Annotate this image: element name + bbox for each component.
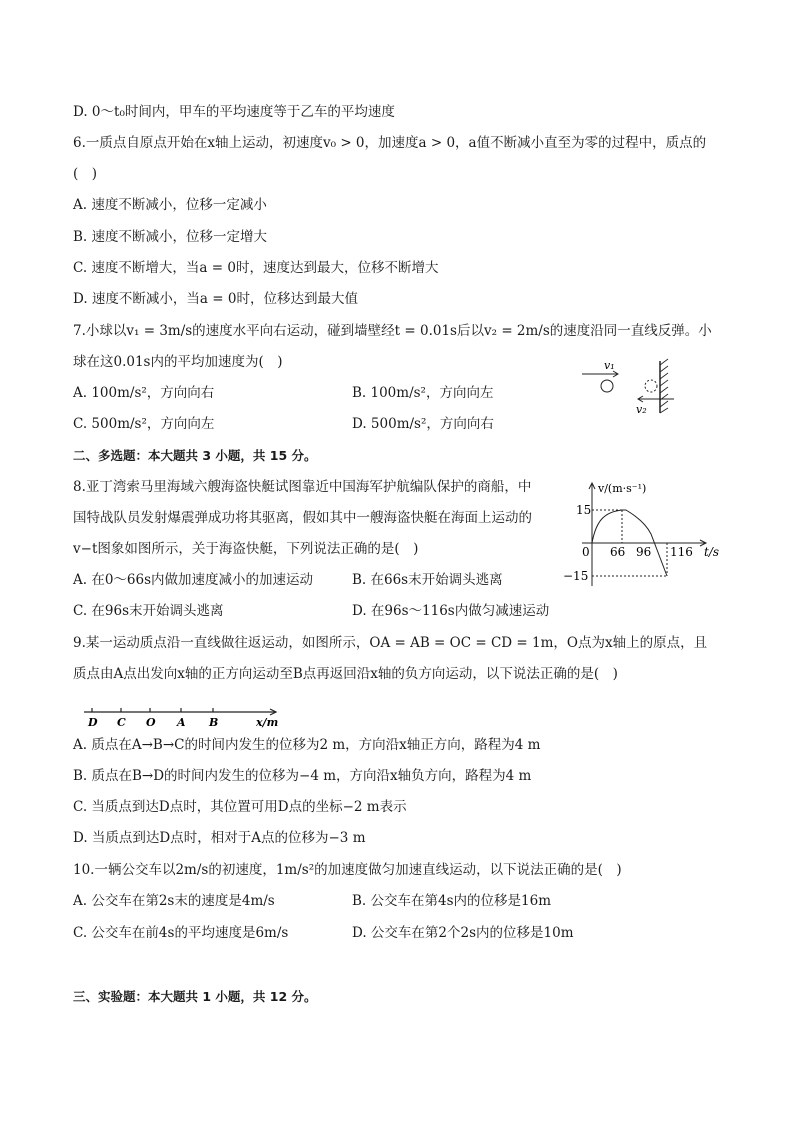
q9-option-d: D. 当质点到达D点时，相对于A点的位移为−3 m: [73, 830, 366, 846]
q8-vt-graph: [556, 476, 726, 594]
q7-wall-figure: [576, 355, 686, 417]
q8-option-a: A. 在0～66s内做加速度减小的加速运动: [73, 572, 314, 588]
q10-option-c: C. 公交车在前4s的平均速度是6m/s: [73, 925, 289, 941]
q9-number-line: [80, 702, 290, 730]
q8-option-b: B. 在66s末开始调头逃离: [352, 572, 503, 588]
point-C-label: C: [117, 716, 126, 729]
q7-option-b: B. 100m/s²，方向向左: [352, 385, 494, 401]
t-axis-label: t/s: [704, 545, 720, 559]
q6-option-c: C. 速度不断增大，当a = 0时，速度达到最大，位移不断增大: [73, 260, 439, 276]
point-O-label: O: [146, 716, 156, 729]
tick-66: 66: [610, 545, 626, 559]
q9-option-a: A. 质点在A→B→C的时间内发生的位移为2 m，方向沿x轴正方向，路程为4 m: [73, 737, 541, 753]
q6-option-b: B. 速度不断减小，位移一定增大: [73, 229, 268, 245]
q9-option-b: B. 质点在B→D的时间内发生的位移为−4 m，方向沿x轴负方向，路程为4 m: [73, 768, 532, 784]
q9-stem-line1: 9.某一运动质点沿一直线做往返运动，如图所示，OA = AB = OC = CD = 1m，O点为x轴上的原点，且: [73, 635, 708, 651]
q7-stem-line1: 7.小球以v₁ = 3m/s的速度水平向右运动，碰到墙壁经t = 0.01s后以v₂ = 2m/s的速度沿同一直线反弹。小: [73, 323, 712, 339]
q10-stem: 10.一辆公交车以2m/s的初速度，1m/s²的加速度做匀加速直线运动，以下说法正确的是( ): [73, 862, 622, 878]
q8-option-c: C. 在96s末开始调头逃离: [73, 603, 224, 619]
q7-option-d: D. 500m/s²，方向向右: [352, 416, 494, 432]
v-axis-label: v/(m·s⁻¹): [598, 482, 647, 495]
origin-label: 0: [582, 545, 590, 559]
v1-label: v₁: [604, 359, 615, 372]
q10-option-b: B. 公交车在第4s内的位移是16m: [352, 893, 551, 909]
point-D-label: D: [88, 716, 98, 729]
tick-neg-15: −15: [563, 569, 589, 583]
tick-116: 116: [670, 545, 693, 559]
q6-stem-line1: 6.一质点自原点开始在x轴上运动，初速度v₀ > 0，加速度a > 0，a值不断减小直至为零的过程中，质点的: [73, 135, 707, 151]
q8-stem-line2: 国特战队员发射爆震弹成功将其驱离，假如其中一艘海盗快艇在海面上运动的: [73, 510, 532, 526]
q7-option-c: C. 500m/s²，方向向左: [73, 416, 215, 432]
v2-label: v₂: [636, 403, 647, 416]
section2-heading: 二、多选题：本大题共 3 小题，共 15 分。: [73, 448, 317, 463]
q8-option-d: D. 在96s～116s内做匀减速运动: [352, 603, 550, 619]
tick-96: 96: [636, 545, 652, 559]
axis-unit-label: x/m: [256, 716, 279, 729]
q7-option-a: A. 100m/s²，方向向右: [73, 385, 215, 401]
q7-stem-line2: 球在这0.01s内的平均加速度为( ): [73, 354, 283, 370]
q10-option-a: A. 公交车在第2s末的速度是4m/s: [73, 893, 275, 909]
q8-stem-line3: v−t图象如图所示，关于海盗快艇，下列说法正确的是( ): [73, 541, 419, 557]
section3-heading: 三、实验题：本大题共 1 小题，共 12 分。: [73, 989, 317, 1004]
q10-option-d: D. 公交车在第2个2s内的位移是10m: [352, 925, 574, 941]
point-A-label: A: [177, 716, 186, 729]
point-B-label: B: [209, 716, 219, 729]
q9-option-c: C. 当质点到达D点时，其位置可用D点的坐标−2 m表示: [73, 799, 407, 815]
q9-stem-line2: 质点由A点出发向x轴的正方向运动至B点再返回沿x轴的负方向运动，以下说法正确的是( ): [73, 666, 618, 682]
q8-stem-line1: 8.亚丁湾索马里海域六艘海盗快艇试图靠近中国海军护航编队保护的商船，中: [73, 479, 532, 495]
q6-stem-line2: ( ): [73, 166, 98, 182]
q6-option-d: D. 速度不断减小，当a = 0时，位移达到最大值: [73, 291, 358, 307]
tick-15: 15: [576, 503, 592, 517]
q5-option-d: D. 0～t₀时间内，甲车的平均速度等于乙车的平均速度: [73, 104, 395, 120]
wall-hatch: [660, 359, 668, 413]
q6-option-a: A. 速度不断减小，位移一定减小: [73, 197, 267, 213]
